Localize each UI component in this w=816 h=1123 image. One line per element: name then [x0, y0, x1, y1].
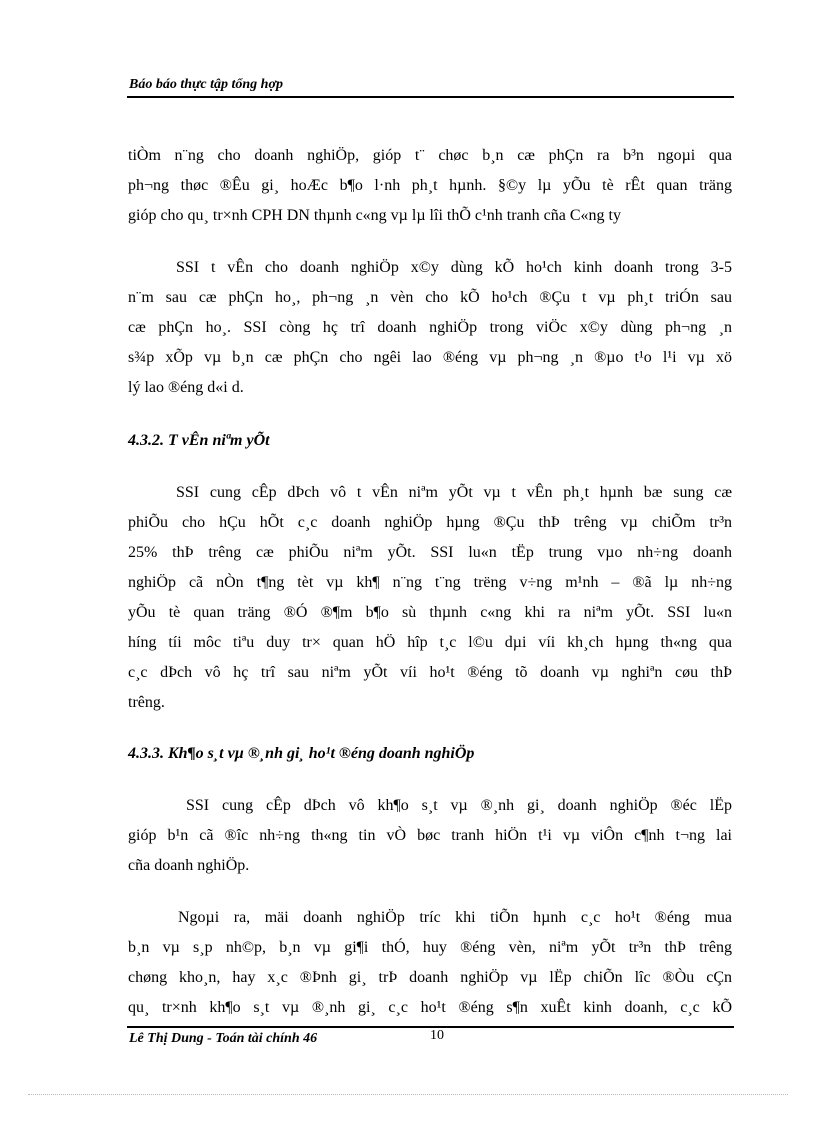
body-line: 25% thÞ trêng cæ phiÕu niªm yÕt. SSI lu«n tËp trung vµo nh÷ng doanh: [128, 544, 732, 561]
body-line: gióp b¹n cã ®îc nh÷ng th«ng tin vÒ bøc tranh hiÖn t¹i vµ viÔn c¶nh t¬ng lai: [128, 827, 732, 844]
body-line: tiÒm n¨ng cho doanh nghiÖp, gióp t¨ chøc b¸n cæ phÇn ra b³n ngoµi qua: [128, 147, 732, 164]
page-number: 10: [430, 1028, 444, 1043]
body-line: nghiÖp cã nÒn t¶ng tèt vµ kh¶ n¨ng t¨ng trëng v÷ng m¹nh – ®ã lµ nh÷ng: [128, 574, 732, 591]
footer-author: Lê Thị Dung - Toán tài chính 46: [129, 1031, 318, 1046]
body-line: phiÕu cho hÇu hÕt c¸c doanh nghiÖp hµng ®Çu thÞ trêng vµ chiÕm tr³n: [128, 514, 732, 531]
body-line: yÕu tè quan träng ®Ó ®¶m b¶o sù thµnh c«ng khi ra niªm yÕt. SSI lu«n: [128, 604, 732, 621]
body-line: c¸c dÞch vô hç trî sau niªm yÕt víi ho¹t ®éng tõ doanh vµ nghiªn cøu thÞ: [128, 664, 732, 681]
body-line: chøng kho¸n, hay x¸c ®Þnh gi¸ trÞ doanh nghiÖp vµ lËp chiÕn lîc ®Òu cÇn: [128, 969, 732, 986]
page-edge-divider: [28, 1094, 788, 1095]
body-line: n¨m sau cæ phÇn ho¸, ph¬ng ¸n vèn cho kÕ ho¹ch ®Çu t vµ ph¸t triÓn sau: [128, 289, 732, 306]
body-line: SSI cung cÊp dÞch vô t vÊn niªm yÕt vµ t vÊn ph¸t hµnh bæ sung cæ: [176, 484, 732, 501]
body-line: lý lao ®éng d«i d.: [128, 379, 244, 396]
section-heading-4-3-3: 4.3.3. Kh¶o s¸t vµ ®¸nh gi¸ ho¹t ®éng doanh nghiÖp: [128, 745, 475, 762]
running-header-title: Báo báo thực tập tổng hợp: [129, 77, 283, 92]
section-heading-4-3-2: 4.3.2. T vÊn niªm yÕt: [128, 432, 270, 449]
body-line: híng tíi môc tiªu duy tr× quan hÖ hîp t¸c l©u dµi víi kh¸ch hµng th«ng qua: [128, 634, 732, 651]
body-line: ph¬ng thøc ®Êu gi¸ hoÆc b¶o l·nh ph¸t hµnh. §©y lµ yÕu tè rÊt quan träng: [128, 177, 732, 194]
body-line: Ngoµi ra, mäi doanh nghiÖp tríc khi tiÕn hµnh c¸c ho¹t ®éng mua: [178, 909, 732, 926]
body-line: s¾p xÕp vµ b¸n cæ phÇn cho ngêi lao ®éng vµ ph¬ng ¸n ®µo t¹o l¹i vµ xö: [128, 349, 732, 366]
body-line: cña doanh nghiÖp.: [128, 857, 250, 874]
header-rule: [127, 96, 734, 98]
body-line: cæ phÇn ho¸. SSI còng hç trî doanh nghiÖp trong viÖc x©y dùng ph¬ng ¸n: [128, 319, 732, 336]
body-line: SSI t vÊn cho doanh nghiÖp x©y dùng kÕ ho¹ch kinh doanh trong 3-5: [176, 259, 732, 276]
body-line: b¸n vµ s¸p nh©p, b¸n vµ gi¶i thÓ, huy ®éng vèn, niªm yÕt tr³n thÞ trêng: [128, 939, 732, 956]
body-line: SSI cung cÊp dÞch vô kh¶o s¸t vµ ®¸nh gi¸ doanh nghiÖp ®éc lËp: [186, 797, 732, 814]
body-line: trêng.: [128, 694, 165, 711]
body-line: qu¸ tr×nh kh¶o s¸t vµ ®¸nh gi¸ c¸c ho¹t ®éng s¶n xuÊt kinh doanh, c¸c kÕ: [128, 999, 732, 1016]
body-line: gióp cho qu¸ tr×nh CPH DN thµnh c«ng vµ lµ lîi thÕ c¹nh tranh cña C«ng ty: [128, 207, 621, 224]
